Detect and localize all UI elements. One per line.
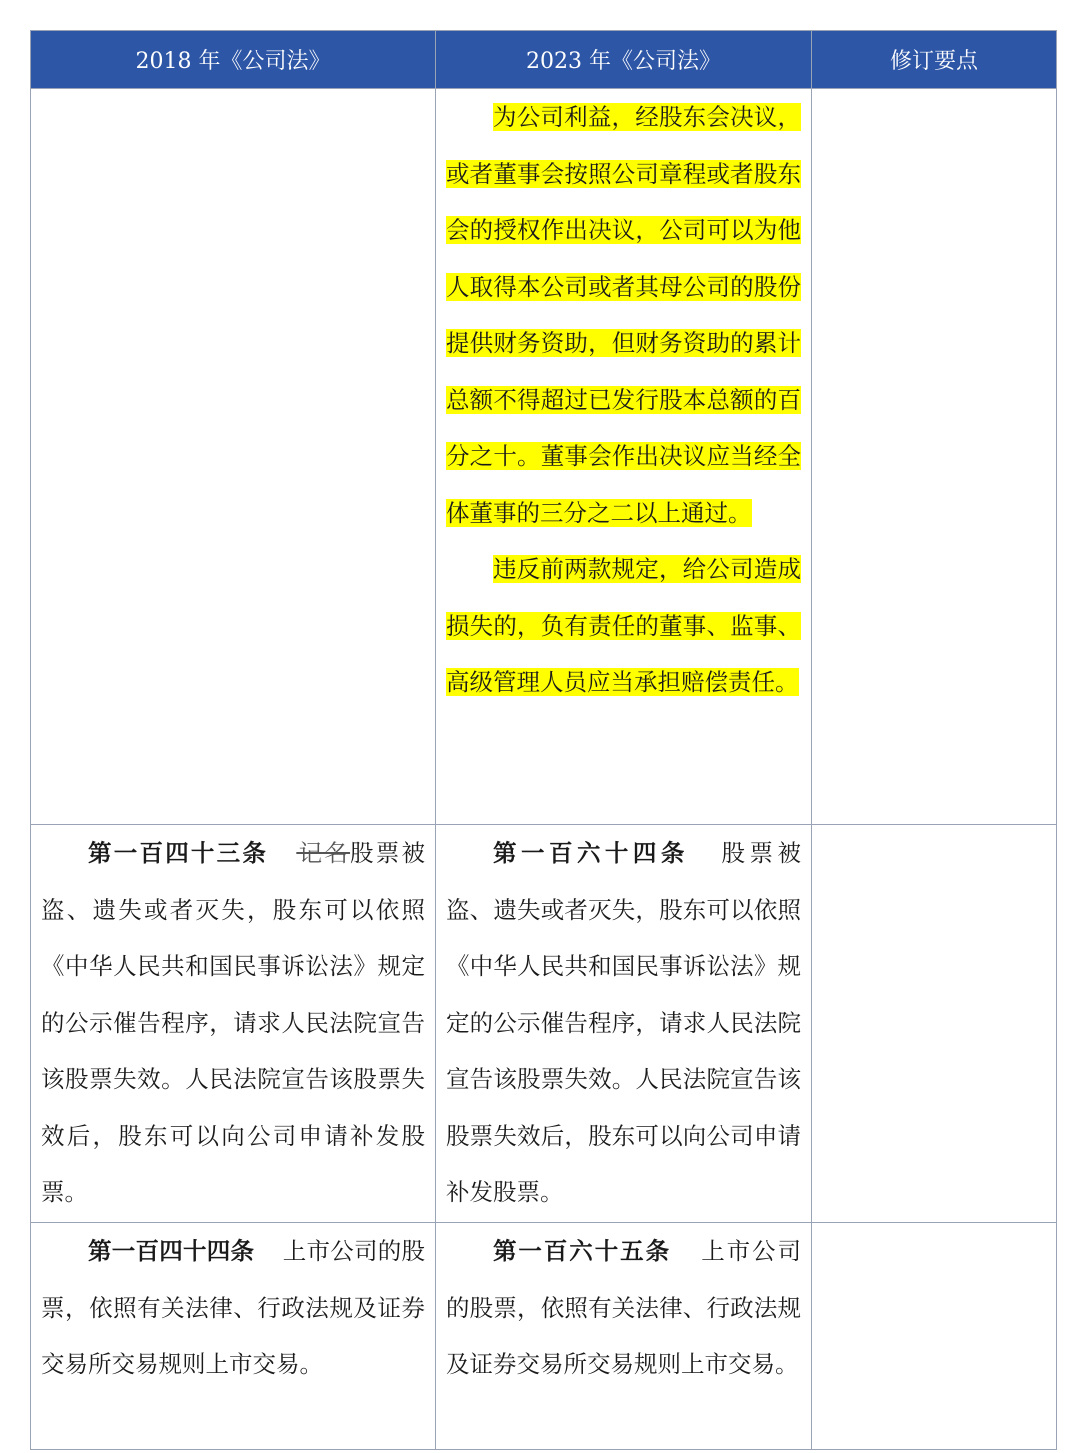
header-2023-law: 2023 年《公司法》 — [436, 31, 812, 89]
article-number: 第一百四十三条 — [88, 839, 269, 867]
article-text: 股票被盗、遗失或者灭失，股东可以依照《中华人民共和国民事诉讼法》规定的公示催告程序，请求人民法院宣告该股票失效。人民法院宣告该股票失效后，股东可以向公司申请补发股票。 — [41, 839, 425, 1206]
deleted-text: 记名 — [296, 839, 351, 867]
table-row — [31, 89, 1057, 825]
highlighted-text: 违反前两款规定，给公司造成损失的，负有责任的董事、监事、高级管理人员应当承担赔偿责任。 — [446, 555, 801, 696]
highlighted-text: 为公司利益，经股东会决议，或者董事会按照公司章程或者股东会的授权作出决议，公司可以为他人取得本公司或者其母公司的股份提供财务资助，但财务资助的累计总额不得超过已发行股本总额的百分之十。董事会作出决议应当经全体董事的三分之二以上通过。 — [446, 103, 801, 527]
article-text: 股票被盗、遗失或者灭失，股东可以依照《中华人民共和国民事诉讼法》规定的公示催告程序，请求人民法院宣告该股票失效。人民法院宣告该股票失效后，股东可以向公司申请补发股票。 — [446, 839, 802, 1206]
article-text: 上市公司的股票，依照有关法律、行政法规及证券交易所交易规则上市交易。 — [446, 1237, 801, 1378]
old-law-paragraph — [41, 825, 425, 1221]
new-law-paragraph — [446, 1223, 801, 1393]
old-law-paragraph — [41, 1223, 425, 1393]
table-row — [31, 1223, 1057, 1450]
article-text: 上市公司的股票，依照有关法律、行政法规及证券交易所交易规则上市交易。 — [41, 1237, 426, 1378]
old-law-cell — [31, 825, 436, 1223]
table-row — [31, 825, 1057, 1223]
article-number: 第一百六十四条 — [493, 839, 689, 867]
old-law-cell — [31, 1223, 436, 1450]
article-number: 第一百六十五条 — [493, 1237, 672, 1265]
new-law-paragraph — [446, 825, 801, 1221]
table-header-row — [31, 31, 1057, 89]
header-revision-points: 修订要点 — [812, 31, 1057, 89]
new-law-paragraph — [446, 89, 801, 541]
new-law-cell — [436, 825, 812, 1223]
header-2018-law: 2018 年《公司法》 — [31, 31, 436, 89]
revision-notes-cell — [812, 1223, 1057, 1450]
revision-notes-cell — [812, 89, 1057, 825]
new-law-cell — [436, 1223, 812, 1450]
law-comparison-table — [30, 30, 1057, 1450]
document-page — [30, 30, 1056, 1450]
article-number: 第一百四十四条 — [88, 1237, 255, 1265]
revision-notes-cell — [812, 825, 1057, 1223]
new-law-cell — [436, 89, 812, 825]
old-law-cell — [31, 89, 436, 825]
new-law-paragraph — [446, 541, 801, 711]
